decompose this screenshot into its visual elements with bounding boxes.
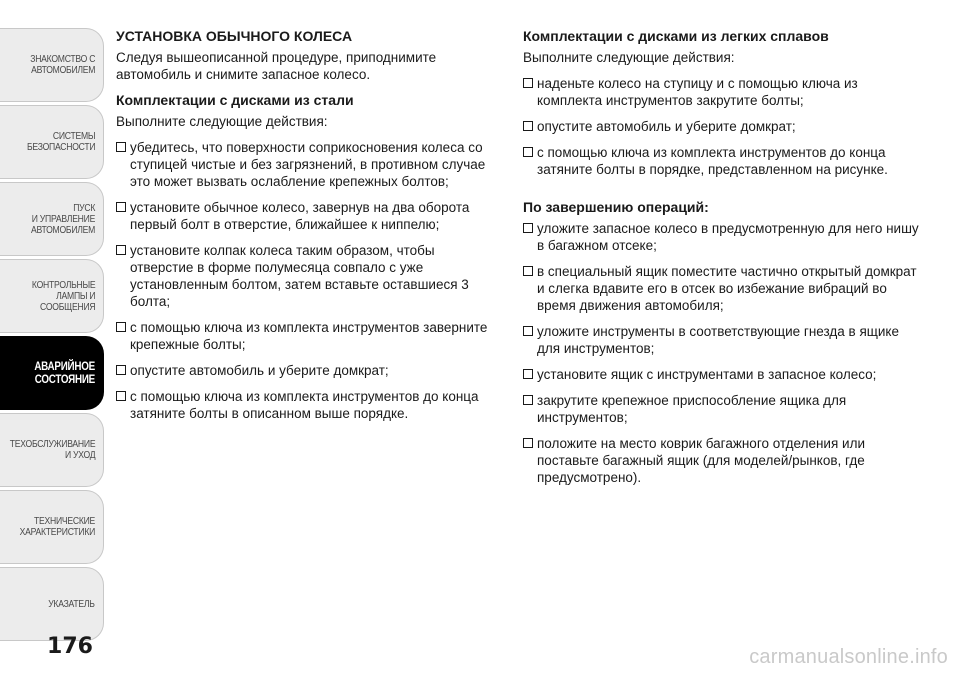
checkbox-icon [116, 202, 126, 212]
intro-paragraph: Следуя вышеописанной процедуре, приподнимите автомобиль и снимите запасное колесо. [116, 50, 437, 82]
checkbox-icon [523, 78, 533, 88]
list-item-text: положите на место коврик багажного отделения или поставьте багажный ящик (для моделей/рынков, где предусмотрено). [537, 436, 865, 485]
checkbox-icon [523, 121, 533, 131]
list-item-text: установите ящик с инструментами в запасное колесо; [537, 367, 877, 382]
list-item [523, 75, 923, 109]
steel-steps-list [116, 139, 498, 422]
alloy-heading: Комплектации с дисками из легких сплавов [523, 28, 829, 44]
checkbox-icon [116, 391, 126, 401]
tab-label: ПУСК И УПРАВЛЕНИЕ АВТОМОБИЛЕМ [30, 201, 95, 236]
tab-label: КОНТРОЛЬНЫЕ ЛАМПЫ И СООБЩЕНИЯ [31, 278, 95, 313]
section-title: УСТАНОВКА ОБЫЧНОГО КОЛЕСА [116, 28, 353, 44]
list-item-text: опустите автомобиль и уберите домкрат; [130, 363, 389, 378]
tab-warning-lights[interactable] [0, 259, 104, 333]
tab-technical-specs[interactable] [0, 490, 104, 564]
list-item [523, 144, 923, 178]
right-column [523, 28, 923, 495]
spacer [523, 187, 923, 199]
tab-label: УКАЗАТЕЛЬ [48, 597, 95, 610]
list-item [116, 319, 498, 353]
list-item-text: уложите запасное колесо в предусмотренную для него нишу в багажном отсеке; [537, 221, 919, 253]
list-item [116, 242, 498, 310]
tab-label: ТЕХНИЧЕСКИЕ ХАРАКТЕРИСТИКИ [19, 515, 95, 538]
list-item-text: закрутите крепежное приспособление ящика для инструментов; [537, 393, 847, 425]
steel-intro: Выполните следующие действия: [116, 114, 328, 129]
list-item-text: уложите инструменты в соответствующие гнезда в ящике для инструментов; [537, 324, 899, 356]
list-item [116, 388, 498, 422]
checkbox-icon [523, 266, 533, 276]
list-item [116, 199, 498, 233]
list-item [116, 139, 498, 190]
tab-label: АВАРИЙНОЕ СОСТОЯНИЕ [34, 359, 95, 386]
list-item [523, 118, 923, 135]
tab-emergency[interactable] [0, 336, 104, 410]
checkbox-icon [523, 369, 533, 379]
checkbox-icon [523, 147, 533, 157]
tab-maintenance[interactable] [0, 413, 104, 487]
list-item [523, 392, 923, 426]
list-item-text: установите колпак колеса таким образом, чтобы отверстие в форме полумесяца совпало с уже установленным болтом, затем вставьте оставшиеся 3 болта; [130, 243, 469, 309]
tab-label: ТЕХОБСЛУЖИВАНИЕ И УХОД [9, 438, 95, 461]
list-item-text: установите обычное колесо, завернув на два оборота первый болт в отверстие, ближайшее к ниппелю; [130, 200, 470, 232]
list-item [523, 263, 923, 314]
list-item-text: с помощью ключа из комплекта инструментов до конца затяните болты в порядке, представленном на рисунке. [537, 145, 888, 177]
tab-label: СИСТЕМЫ БЕЗОПАСНОСТИ [26, 130, 95, 153]
checkbox-icon [523, 438, 533, 448]
list-item-text: с помощью ключа из комплекта инструментов заверните крепежные болты; [130, 320, 488, 352]
tab-safety-systems[interactable] [0, 105, 104, 179]
list-item [116, 362, 498, 379]
checkbox-icon [116, 365, 126, 375]
list-item [523, 435, 923, 486]
checkbox-icon [523, 326, 533, 336]
watermark: carmanualsonline.info [749, 646, 948, 668]
finish-steps-list [523, 220, 923, 486]
alloy-steps-list [523, 75, 923, 178]
tab-vehicle-intro[interactable] [0, 28, 104, 102]
left-column [116, 28, 498, 431]
checkbox-icon [116, 142, 126, 152]
list-item-text: в специальный ящик поместите частично открытый домкрат и слегка вдавите его в отсек во избежание вибраций во время движения автомобиля; [537, 264, 917, 313]
list-item-text: убедитесь, что поверхности соприкосновения колеса со ступицей чистые и без загрязнений, в противном случае это может вызвать ослабление крепежных болтов; [130, 140, 486, 189]
checkbox-icon [116, 245, 126, 255]
tab-label: ЗНАКОМСТВО С АВТОМОБИЛЕМ [30, 53, 95, 76]
steel-heading: Комплектации с дисками из стали [116, 92, 354, 108]
checkbox-icon [116, 322, 126, 332]
tab-starting-driving[interactable] [0, 182, 104, 256]
list-item [523, 220, 923, 254]
checkbox-icon [523, 223, 533, 233]
list-item-text: опустите автомобиль и уберите домкрат; [537, 119, 796, 134]
page-number: 176 [47, 634, 93, 659]
finish-heading: По завершению операций: [523, 199, 709, 215]
list-item [523, 366, 923, 383]
list-item-text: с помощью ключа из комплекта инструментов до конца затяните болты в описанном выше порядке. [130, 389, 479, 421]
tab-index[interactable] [0, 567, 104, 641]
checkbox-icon [523, 395, 533, 405]
list-item-text: наденьте колесо на ступицу и с помощью ключа из комплекта инструментов закрутите болты; [537, 76, 858, 108]
chapter-tabs [0, 28, 104, 644]
alloy-intro: Выполните следующие действия: [523, 50, 735, 65]
list-item [523, 323, 923, 357]
